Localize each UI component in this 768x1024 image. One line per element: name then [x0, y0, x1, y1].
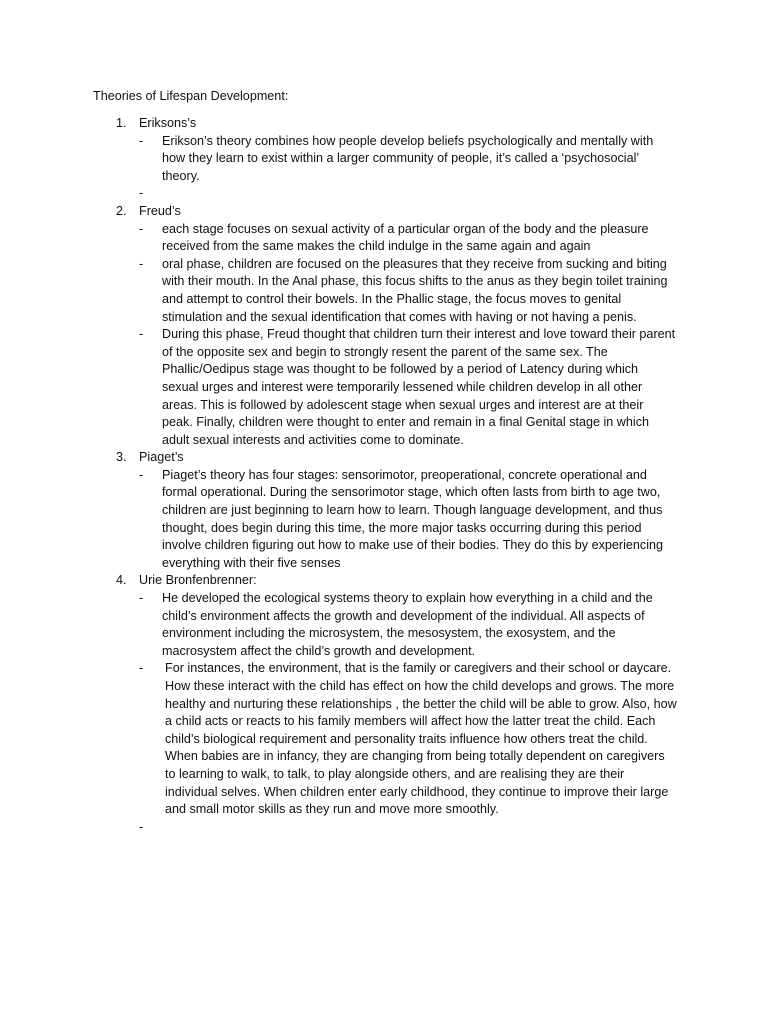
dash-bullet: - [139, 591, 144, 606]
theory-item-bronfenbrenner [93, 572, 677, 836]
list-item [139, 256, 677, 326]
list-item [139, 590, 677, 660]
point-list [139, 467, 677, 573]
point-list [139, 133, 677, 203]
dash-bullet: - [139, 221, 144, 236]
theory-list [93, 115, 677, 836]
point-text: He developed the ecological systems theory to explain how everything in a child and the child’s environment affects the growth and development of the individual. All aspects of environment including the microsystem, the mesosystem, the exosystem, and the macrosystem affect the child’s growth and development. [162, 591, 653, 658]
dash-bullet: - [139, 467, 144, 482]
dash-bullet: - [139, 256, 144, 271]
theory-name: Freud’s [139, 203, 181, 218]
theory-item-erikson [93, 115, 677, 203]
theory-item-piaget [93, 449, 677, 572]
theory-name: Urie Bronfenbrenner: [139, 573, 257, 588]
list-item [139, 467, 677, 573]
point-text: Erikson’s theory combines how people develop beliefs psychologically and mentally with how they learn to exist within a larger community of people, it’s called a ‘psychosocial’ theory. [162, 133, 654, 183]
list-item [139, 660, 677, 818]
list-number: 4. [116, 573, 127, 588]
point-text: Piaget’s theory has four stages: sensorimotor, preoperational, concrete operational and formal operational. During the sensorimotor stage, which often lasts from birth to age two, children are just beginning to learn how to learn. Though language development, and thus thought, does begin during this time, the more major tasks occurring during this period involve children figuring out how to make use of their bodies. They do this by experiencing everything with their five senses [162, 467, 664, 570]
point-text: oral phase, children are focused on the pleasures that they receive from sucking and biting with their mouth. In the Anal phase, this focus shifts to the anus as they begin toilet training and attempt to control their bowels. In the Phallic stage, the focus moves to genital stimulation and the sexual identification that comes with having or not having a penis. [162, 256, 668, 324]
dash-bullet: - [139, 133, 144, 148]
dash-bullet: - [139, 327, 144, 342]
theory-name: Eriksons’s [139, 116, 197, 130]
document-title: Theories of Lifespan Development: [93, 89, 289, 103]
list-item [139, 326, 677, 449]
theory-name: Piaget’s [139, 450, 184, 465]
list-item [139, 221, 677, 256]
point-list [139, 221, 677, 450]
dash-bullet: - [139, 819, 144, 834]
point-list [139, 590, 677, 836]
point-text: During this phase, Freud thought that children turn their interest and love toward their parent of the opposite sex and begin to strongly resent the parent of the same sex. The Phallic/Oedipus stage was thought to be followed by a period of Latency during which sexual urges and interest were temporarily lessened while children develop in all other areas. This is followed by adolescent stage when sexual urges and interest are at their peak. Finally, children were thought to enter and remain in a final Genital stage in which adult sexual interests and activities come to dominate. [162, 327, 676, 447]
theory-item-freud [93, 203, 677, 449]
list-number: 2. [116, 203, 127, 218]
list-item [139, 133, 677, 186]
dash-bullet: - [139, 661, 144, 676]
dash-bullet: - [139, 186, 144, 201]
list-number: 3. [116, 450, 127, 465]
list-item [139, 819, 677, 837]
list-number: 1. [116, 116, 127, 130]
point-text: For instances, the environment, that is the family or caregivers and their school or daycare. How these interact with the child has effect on how the child develops and grows. The more healthy and nurturing these relationships , the better the child will be able to grow. Also, how a child acts or reacts to his family members will affect how the latter treat the child. Each child’s biological requirement and personality traits influence how others treat the child. When babies are in infancy, they are changing from being totally dependent on caregivers to learning to walk, to talk, to play alongside others, and are realising they are their individual selves. When children enter early childhood, they continue to improve their large and small motor skills as they run and move more smoothly. [165, 661, 677, 817]
point-text: each stage focuses on sexual activity of a particular organ of the body and the pleasure received from the same makes the child indulge in the same again and again [162, 221, 649, 254]
list-item [139, 185, 677, 203]
